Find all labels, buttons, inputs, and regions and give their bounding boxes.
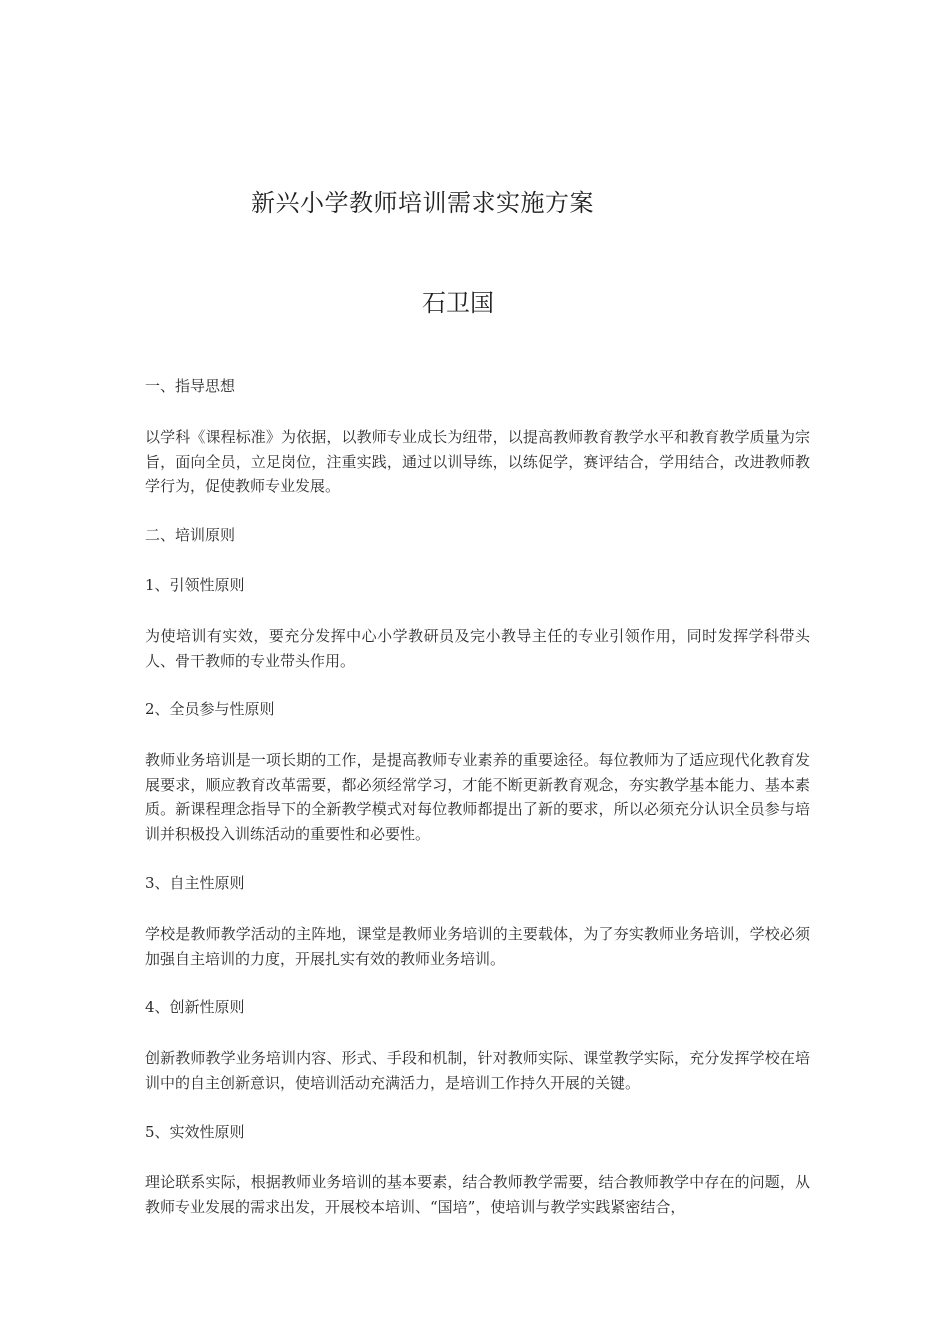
paragraph-autonomy-principle: 学校是教师教学活动的主阵地，课堂是教师业务培训的主要载体，为了夯实教师业务培训，学校必须加强自主培训的力度，开展扎实有效的教师业务培训。 [145,925,810,968]
paragraph-full-participation-principle: 教师业务培训是一项长期的工作，是提高教师专业素养的重要途径。每位教师为了适应现代化教育发展要求，顺应教育改革需要，都必须经常学习，才能不断更新教育观念，夯实教学基本能力、基本素质。新课程理念指导下的全新教学模式对每位教师都提出了新的要求，所以必须充分认识全员参与培训并积极投入训练活动的重要性和必要性。 [145,751,810,843]
subheading-innovation-principle: 4、创新性原则 [145,998,245,1016]
subheading-autonomy-principle: 3、自主性原则 [145,874,245,892]
paragraph-effectiveness-principle: 理论联系实际，根据教师业务培训的基本要素，结合教师教学需要，结合教师教学中存在的问题，从教师专业发展的需求出发，开展校本培训、“国培”，使培训与教学实践紧密结合， [145,1173,810,1216]
section-heading-guiding-ideology: 一、指导思想 [145,377,236,395]
subheading-leading-principle: 1、引领性原则 [145,576,245,594]
paragraph-guiding-ideology: 以学科《课程标准》为依据，以教师专业成长为纽带，以提高教师教育教学水平和教育教学质量为宗旨，面向全员，立足岗位，注重实践，通过以训导练，以练促学，赛评结合，学用结合，改进教师教学行为，促使教师专业发展。 [145,428,810,495]
section-heading-training-principles: 二、培训原则 [145,526,236,544]
paragraph-innovation-principle: 创新教师教学业务培训内容、形式、手段和机制，针对教师实际、课堂教学实际，充分发挥学校在培训中的自主创新意识，使培训活动充满活力，是培训工作持久开展的关键。 [145,1049,810,1092]
document-title: 新兴小学教师培训需求实施方案 [251,189,594,217]
subheading-full-participation-principle: 2、全员参与性原则 [145,700,275,718]
paragraph-leading-principle: 为使培训有实效，要充分发挥中心小学教研员及完小教导主任的专业引领作用，同时发挥学科带头人、骨干教师的专业带头作用。 [145,627,810,670]
document-author: 石卫国 [422,289,494,317]
subheading-effectiveness-principle: 5、实效性原则 [145,1123,245,1141]
